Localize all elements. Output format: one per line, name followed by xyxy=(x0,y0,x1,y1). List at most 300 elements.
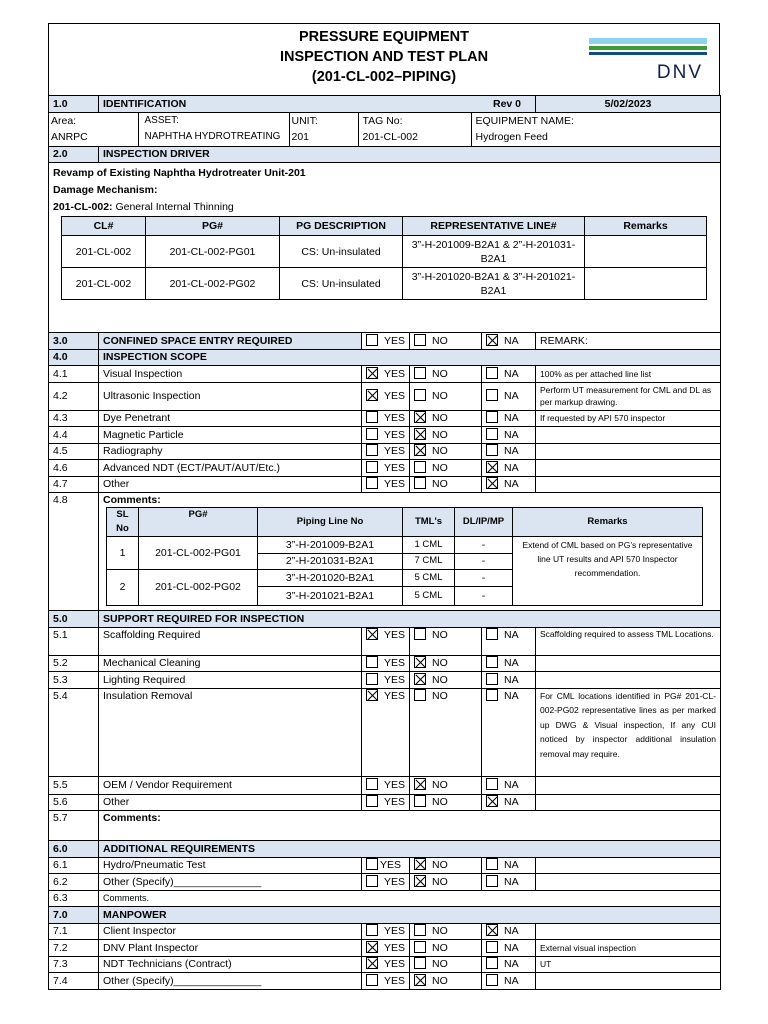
area-value: ANRPC xyxy=(49,129,138,146)
item-number: 4.2 xyxy=(49,382,99,410)
representative-line-cell: 3”-H-201020-B2A1 & 3”-H-201021-B2A1 xyxy=(403,268,585,300)
checkbox-icon xyxy=(366,477,378,489)
na-option[interactable]: NA xyxy=(482,776,536,794)
dl-cell: - xyxy=(455,570,513,587)
na-option[interactable]: NA xyxy=(482,460,536,477)
yes-option[interactable]: YES xyxy=(362,940,410,957)
yes-option[interactable]: YES xyxy=(362,382,410,410)
yes-option[interactable]: YES xyxy=(362,956,410,973)
itp-document xyxy=(48,23,720,990)
item-number: 4.8 xyxy=(49,493,99,611)
checkbox-icon xyxy=(486,875,498,887)
item-label: Visual Inspection xyxy=(99,366,362,383)
no-option[interactable]: NO xyxy=(410,366,482,383)
asset-value: NAPHTHA HYDROTREATING xyxy=(138,129,289,146)
col-sl-no: SL No xyxy=(107,508,139,537)
checkbox-icon xyxy=(486,444,498,456)
revision: Rev 0 xyxy=(492,97,522,110)
item-remark: Scaffolding required to assess TML Locations. xyxy=(536,627,721,655)
checked-checkbox-icon xyxy=(414,444,426,456)
section-title: ADDITIONAL REQUIREMENTS xyxy=(99,841,721,858)
checkbox-icon xyxy=(414,957,426,969)
checkbox-icon xyxy=(414,941,426,953)
checked-checkbox-icon xyxy=(414,875,426,887)
checkbox-icon xyxy=(366,656,378,668)
piping-line-cell: 2”-H-201031-B2A1 xyxy=(258,553,403,570)
comments-label: Comments. xyxy=(99,890,721,907)
item-label: Hydro/Pneumatic Test xyxy=(99,857,362,874)
item-number: 5.5 xyxy=(49,776,99,794)
na-option[interactable]: NA xyxy=(482,382,536,410)
no-option[interactable]: NO xyxy=(410,333,482,350)
cml-row xyxy=(107,537,703,554)
checkbox-icon xyxy=(366,875,378,887)
checkbox-icon xyxy=(366,924,378,936)
checkbox-icon xyxy=(366,334,378,346)
cl-cell: 201-CL-002 xyxy=(62,268,146,300)
tml-cell: 7 CML xyxy=(403,553,455,570)
yes-option[interactable]: YES xyxy=(362,460,410,477)
manpower-row-7-3 xyxy=(49,956,721,973)
item-number: 6.2 xyxy=(49,874,99,891)
item-remark xyxy=(536,443,721,460)
no-option[interactable]: NO xyxy=(410,688,482,776)
revision-date: 5/02/2023 xyxy=(536,96,721,113)
tml-cell: 5 CML xyxy=(403,570,455,587)
checked-checkbox-icon xyxy=(414,778,426,790)
item-remark xyxy=(536,655,721,672)
no-option[interactable]: NO xyxy=(410,443,482,460)
item-number: 5.1 xyxy=(49,627,99,655)
support-row-5-5 xyxy=(49,776,721,794)
checkbox-icon xyxy=(486,628,498,640)
dl-cell: - xyxy=(455,537,513,554)
checkbox-icon xyxy=(414,628,426,640)
item-remark xyxy=(536,923,721,940)
item-label: OEM / Vendor Requirement xyxy=(99,776,362,794)
col-pg-description: PG DESCRIPTION xyxy=(280,217,403,236)
item-number: 5.3 xyxy=(49,672,99,689)
yes-option[interactable]: YES xyxy=(362,427,410,444)
equipment-name-value: Hydrogen Feed xyxy=(475,131,548,144)
tml-cell: 5 CML xyxy=(403,586,455,605)
checked-checkbox-icon xyxy=(366,628,378,640)
document-header xyxy=(48,23,720,95)
yes-option[interactable]: YES xyxy=(362,655,410,672)
checkbox-icon xyxy=(414,367,426,379)
col-representative-line: REPRESENTATIVE LINE# xyxy=(403,217,585,236)
asset-label: ASSET: xyxy=(138,113,289,130)
cml-table xyxy=(106,507,703,606)
checked-checkbox-icon xyxy=(414,656,426,668)
na-option[interactable]: NA xyxy=(482,366,536,383)
cml-table-header xyxy=(107,508,703,537)
checkbox-icon xyxy=(486,389,498,401)
pg-table xyxy=(61,216,707,300)
checkbox-icon xyxy=(366,444,378,456)
additional-row-6-2 xyxy=(49,874,721,891)
no-option[interactable]: NO xyxy=(410,940,482,957)
checkbox-icon xyxy=(486,428,498,440)
no-option[interactable]: NO xyxy=(410,382,482,410)
yes-option[interactable]: YES xyxy=(362,923,410,940)
checkbox-icon xyxy=(486,858,498,870)
yes-option[interactable]: YES xyxy=(362,443,410,460)
yes-option[interactable]: YES xyxy=(362,476,410,493)
item-number: 5.6 xyxy=(49,794,99,811)
piping-line-cell: 3”-H-201020-B2A1 xyxy=(258,570,403,587)
scope-row-4-1 xyxy=(49,366,721,383)
scope-comments-row xyxy=(49,493,721,611)
pg-cell: 201-CL-002-PG02 xyxy=(139,570,258,606)
checked-checkbox-icon xyxy=(486,477,498,489)
section-4-header xyxy=(49,349,721,366)
checked-checkbox-icon xyxy=(366,689,378,701)
na-option[interactable]: NA xyxy=(482,923,536,940)
na-option[interactable]: NA xyxy=(482,655,536,672)
tag-label: TAG No: xyxy=(358,113,471,130)
item-number: 5.4 xyxy=(49,688,99,776)
item-label: Magnetic Particle xyxy=(99,427,362,444)
checkbox-icon xyxy=(414,461,426,473)
checkbox-icon xyxy=(486,656,498,668)
no-option[interactable]: NO xyxy=(410,672,482,689)
item-remark xyxy=(536,476,721,493)
yes-option[interactable]: YES xyxy=(362,857,410,874)
manpower-row-7-1 xyxy=(49,923,721,940)
item-remark xyxy=(536,460,721,477)
section-title: INSPECTION DRIVER xyxy=(99,146,721,163)
section-5-header xyxy=(49,611,721,628)
item-label: Other xyxy=(99,476,362,493)
scope-row-4-4 xyxy=(49,427,721,444)
itp-table xyxy=(48,95,721,990)
checkbox-icon xyxy=(366,411,378,423)
item-remark: UT xyxy=(536,956,721,973)
cml-remark-cell: Extend of CML based on PG’s representative line UT results and API 570 Inspector recommendation. xyxy=(513,537,703,606)
yes-option[interactable]: YES xyxy=(362,627,410,655)
item-label: Other (Specify)_______________ xyxy=(99,973,362,990)
remarks-cell xyxy=(585,236,707,268)
checked-checkbox-icon xyxy=(366,957,378,969)
dnv-logo xyxy=(589,36,707,84)
checked-checkbox-icon xyxy=(414,428,426,440)
dl-cell: - xyxy=(455,553,513,570)
col-dl-ip-mp: DL/IP/MP xyxy=(455,508,513,537)
pg-description-cell: CS: Un-insulated xyxy=(280,268,403,300)
col-tmls: TML's xyxy=(403,508,455,537)
section-title: IDENTIFICATION Rev 0 xyxy=(99,96,536,113)
pg-description-cell: CS: Un-insulated xyxy=(280,236,403,268)
yes-option[interactable]: YES xyxy=(362,366,410,383)
item-remark xyxy=(536,874,721,891)
yes-option[interactable]: YES xyxy=(362,688,410,776)
piping-line-cell: 3”-H-201009-B2A1 xyxy=(258,537,403,554)
sl-cell: 2 xyxy=(107,570,139,606)
na-option[interactable]: NA xyxy=(482,874,536,891)
checkbox-icon xyxy=(366,858,378,870)
identification-grid xyxy=(49,113,721,146)
checkbox-icon xyxy=(486,941,498,953)
checkbox-icon xyxy=(366,778,378,790)
checkbox-icon xyxy=(414,334,426,346)
item-number: 5.2 xyxy=(49,655,99,672)
checked-checkbox-icon xyxy=(366,389,378,401)
checked-checkbox-icon xyxy=(486,461,498,473)
no-option[interactable]: NO xyxy=(410,923,482,940)
section-2-header xyxy=(49,146,721,163)
section-3-row xyxy=(49,333,721,350)
comments-label: Comments: xyxy=(103,494,161,506)
item-remark: External visual inspection xyxy=(536,940,721,957)
checked-checkbox-icon xyxy=(486,334,498,346)
no-option[interactable]: NO xyxy=(410,476,482,493)
tag-value: 201-CL-002 xyxy=(358,129,471,146)
checkbox-icon xyxy=(366,795,378,807)
section-number: 5.0 xyxy=(49,611,99,628)
checked-checkbox-icon xyxy=(414,974,426,986)
col-cl: CL# xyxy=(62,217,146,236)
item-number: 4.7 xyxy=(49,476,99,493)
no-option[interactable]: NO xyxy=(410,410,482,427)
section-title: INSPECTION SCOPE xyxy=(99,349,721,366)
additional-row-6-1 xyxy=(49,857,721,874)
yes-option[interactable]: YES xyxy=(362,776,410,794)
item-label: Other (Specify)_______________ xyxy=(99,874,362,891)
checkbox-icon xyxy=(366,461,378,473)
pg-table-row xyxy=(62,236,707,268)
item-number: 7.1 xyxy=(49,923,99,940)
scope-row-4-7 xyxy=(49,476,721,493)
pg-cell: 201-CL-002-PG01 xyxy=(139,537,258,570)
checkbox-icon xyxy=(486,689,498,701)
no-option[interactable]: NO xyxy=(410,874,482,891)
support-comments-row xyxy=(49,811,721,841)
item-label: Insulation Removal xyxy=(99,688,362,776)
item-label: Advanced NDT (ECT/PAUT/AUT/Etc.) xyxy=(99,460,362,477)
checked-checkbox-icon xyxy=(366,941,378,953)
section-title: CONFINED SPACE ENTRY REQUIRED xyxy=(99,333,362,350)
item-number: 5.7 xyxy=(49,811,99,841)
item-remark xyxy=(536,794,721,811)
item-label: Other xyxy=(99,794,362,811)
item-remark xyxy=(536,973,721,990)
section-7-header xyxy=(49,907,721,924)
piping-line-cell: 3”-H-201021-B2A1 xyxy=(258,586,403,605)
section-title: SUPPORT REQUIRED FOR INSPECTION xyxy=(99,611,721,628)
manpower-row-7-4 xyxy=(49,973,721,990)
unit-label: UNIT: xyxy=(289,113,358,130)
support-row-5-3 xyxy=(49,672,721,689)
item-number: 4.1 xyxy=(49,366,99,383)
item-label: Client Inspector xyxy=(99,923,362,940)
item-number: 4.3 xyxy=(49,410,99,427)
checkbox-icon xyxy=(486,367,498,379)
checkbox-icon xyxy=(414,689,426,701)
section-title: MANPOWER xyxy=(99,907,721,924)
unit-value: 201 xyxy=(289,129,358,146)
col-piping-line: Piping Line No xyxy=(258,508,403,537)
support-row-5-2 xyxy=(49,655,721,672)
no-option[interactable]: NO xyxy=(410,973,482,990)
support-row-5-6 xyxy=(49,794,721,811)
na-option[interactable]: NA xyxy=(482,940,536,957)
item-remark: Perform UT measurement for CML and DL as per markup drawing. xyxy=(536,382,721,410)
na-option[interactable]: NA xyxy=(482,688,536,776)
col-pg: PG# xyxy=(146,217,280,236)
item-number: 4.4 xyxy=(49,427,99,444)
no-option[interactable]: NO xyxy=(410,427,482,444)
pg-table-header xyxy=(62,217,707,236)
remarks-cell xyxy=(585,268,707,300)
dl-cell: - xyxy=(455,586,513,605)
support-row-5-1 xyxy=(49,627,721,655)
checkbox-icon xyxy=(414,924,426,936)
logo-band-green xyxy=(589,46,707,50)
col-pg: PG# xyxy=(139,508,258,537)
checkbox-icon xyxy=(366,974,378,986)
pg-cell: 201-CL-002-PG01 xyxy=(146,236,280,268)
pg-cell: 201-CL-002-PG02 xyxy=(146,268,280,300)
no-option[interactable]: NO xyxy=(410,956,482,973)
yes-option[interactable]: YES xyxy=(362,874,410,891)
title-line-3: (201-CL-002–PIPING) xyxy=(311,69,457,85)
scope-row-4-2 xyxy=(49,382,721,410)
na-option[interactable]: NA xyxy=(482,427,536,444)
checked-checkbox-icon xyxy=(414,673,426,685)
checkbox-icon xyxy=(486,957,498,969)
na-option[interactable]: NA xyxy=(482,794,536,811)
scope-row-4-6 xyxy=(49,460,721,477)
section-number: 6.0 xyxy=(49,841,99,858)
yes-option[interactable]: YES xyxy=(362,333,410,350)
scope-row-4-5 xyxy=(49,443,721,460)
no-option[interactable]: NO xyxy=(410,857,482,874)
driver-line-2: Damage Mechanism: xyxy=(53,184,158,196)
no-option[interactable]: NO xyxy=(410,776,482,794)
logo-text: DNV xyxy=(656,62,703,83)
na-option[interactable]: NA xyxy=(482,672,536,689)
item-remark xyxy=(536,857,721,874)
item-number: 7.4 xyxy=(49,973,99,990)
checked-checkbox-icon xyxy=(366,367,378,379)
item-label: Ultrasonic Inspection xyxy=(99,382,362,410)
section-number: 4.0 xyxy=(49,349,99,366)
checkbox-icon xyxy=(414,389,426,401)
na-option[interactable]: NA xyxy=(482,443,536,460)
no-option[interactable]: NO xyxy=(410,460,482,477)
item-label: Dye Penetrant xyxy=(99,410,362,427)
item-number: 6.1 xyxy=(49,857,99,874)
item-remark: For CML locations identified in PG# 201-CL-002-PG02 representative lines as per marked up DWG & Visual inspection, If any CUI noticed by inspector additional insulation removal may require. xyxy=(536,688,721,776)
pg-table-row xyxy=(62,268,707,300)
additional-comments-row xyxy=(49,890,721,907)
checked-checkbox-icon xyxy=(414,858,426,870)
identification-row xyxy=(49,112,721,146)
title-line-1: PRESSURE EQUIPMENT xyxy=(299,29,469,45)
section-1-header xyxy=(49,96,721,113)
no-option[interactable]: NO xyxy=(410,794,482,811)
yes-option[interactable]: YES xyxy=(362,794,410,811)
item-label: Radiography xyxy=(99,443,362,460)
item-number: 7.3 xyxy=(49,956,99,973)
checkbox-icon xyxy=(366,673,378,685)
yes-option[interactable]: YES xyxy=(362,410,410,427)
na-option[interactable]: NA xyxy=(482,627,536,655)
support-row-5-4 xyxy=(49,688,721,776)
item-remark: 100% as per attached line list xyxy=(536,366,721,383)
col-remarks: Remarks xyxy=(513,508,703,537)
item-number: 6.3 xyxy=(49,890,99,907)
logo-band-light xyxy=(589,38,707,44)
na-option[interactable]: NA xyxy=(482,410,536,427)
section-number: 2.0 xyxy=(49,146,99,163)
inspection-driver-body xyxy=(49,163,721,333)
section-number: 7.0 xyxy=(49,907,99,924)
item-number: 7.2 xyxy=(49,940,99,957)
scope-row-4-3 xyxy=(49,410,721,427)
checkbox-icon xyxy=(486,411,498,423)
na-option[interactable]: NA xyxy=(482,973,536,990)
checked-checkbox-icon xyxy=(414,411,426,423)
checked-checkbox-icon xyxy=(486,795,498,807)
checked-checkbox-icon xyxy=(486,924,498,936)
logo-band-dark xyxy=(589,52,707,55)
item-label: Scaffolding Required xyxy=(99,627,362,655)
remark-label: REMARK: xyxy=(536,333,721,350)
driver-line-3: 201-CL-002: General Internal Thinning xyxy=(53,201,234,213)
comments-label: Comments: xyxy=(99,811,721,841)
checkbox-icon xyxy=(366,428,378,440)
item-label: DNV Plant Inspector xyxy=(99,940,362,957)
representative-line-cell: 3”-H-201009-B2A1 & 2”-H-201031-B2A1 xyxy=(403,236,585,268)
item-label: Mechanical Cleaning xyxy=(99,655,362,672)
section-number: 1.0 xyxy=(49,96,99,113)
na-option[interactable]: NA xyxy=(482,476,536,493)
area-label: Area: xyxy=(49,113,138,130)
sl-cell: 1 xyxy=(107,537,139,570)
section-6-header xyxy=(49,841,721,858)
item-label: Lighting Required xyxy=(99,672,362,689)
yes-option[interactable]: YES xyxy=(362,672,410,689)
checkbox-icon xyxy=(486,778,498,790)
title-line-2: INSPECTION AND TEST PLAN xyxy=(279,49,489,65)
equipment-name-label: EQUIPMENT NAME: xyxy=(475,114,574,127)
item-number: 4.5 xyxy=(49,443,99,460)
item-remark xyxy=(536,776,721,794)
tml-cell: 1 CML xyxy=(403,537,455,554)
no-option[interactable]: NO xyxy=(410,627,482,655)
checkbox-icon xyxy=(414,795,426,807)
checkbox-icon xyxy=(486,673,498,685)
no-option[interactable]: NO xyxy=(410,655,482,672)
na-option[interactable]: NA xyxy=(482,857,536,874)
item-remark: If requested by API 570 inspector xyxy=(536,410,721,427)
item-remark xyxy=(536,427,721,444)
section-number: 3.0 xyxy=(49,333,99,350)
item-label: NDT Technicians (Contract) xyxy=(99,956,362,973)
cl-cell: 201-CL-002 xyxy=(62,236,146,268)
checkbox-icon xyxy=(414,477,426,489)
na-option[interactable]: NA xyxy=(482,956,536,973)
na-option[interactable]: NA xyxy=(482,333,536,350)
col-remarks: Remarks xyxy=(585,217,707,236)
checkbox-icon xyxy=(486,974,498,986)
item-number: 4.6 xyxy=(49,460,99,477)
yes-option[interactable]: YES xyxy=(362,973,410,990)
manpower-row-7-2 xyxy=(49,940,721,957)
driver-line-1: Revamp of Existing Naphtha Hydrotreater Unit-201 xyxy=(53,167,306,179)
